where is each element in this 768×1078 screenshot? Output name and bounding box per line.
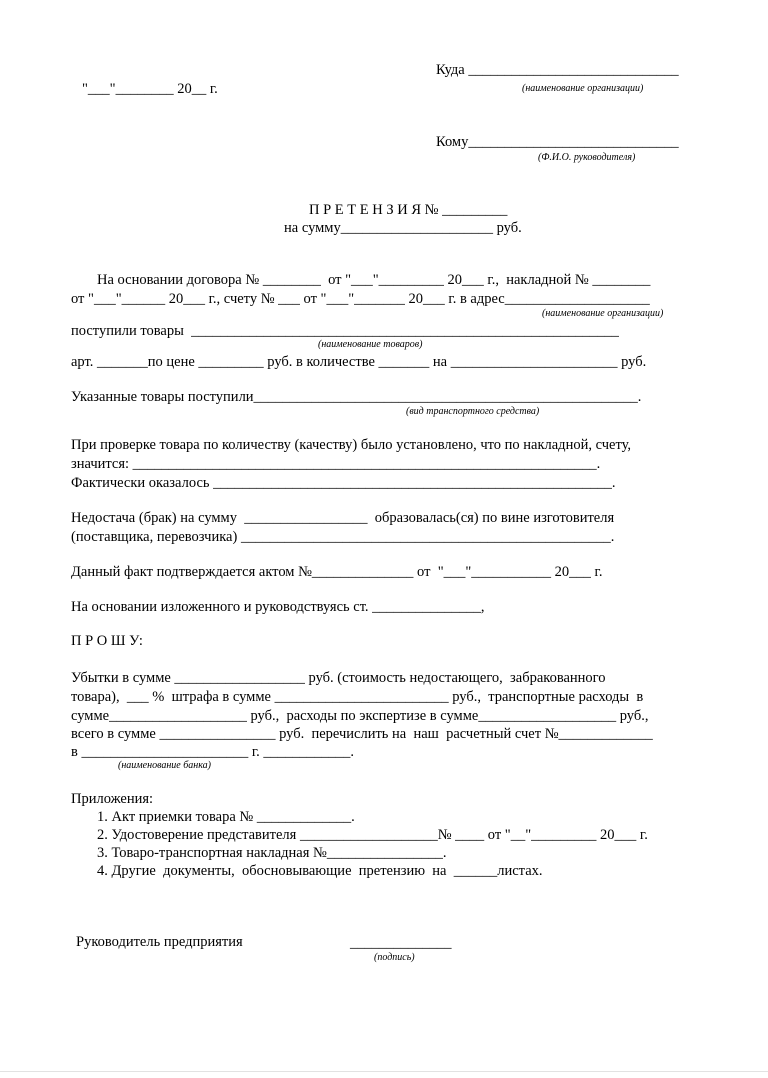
invoiced-line: значится: ________________________________________________________________.	[71, 456, 601, 472]
losses-line: Убытки в сумме __________________ руб. (стоимость недостающего, забракованного	[71, 670, 606, 686]
attachments-heading: Приложения:	[71, 791, 154, 807]
claim-amount-line: на сумму_____________________ руб.	[284, 220, 522, 236]
recipient-person-line: Кому_____________________________	[436, 134, 679, 150]
attachment-item: 3. Товаро-транспортная накладная №________________.	[97, 845, 447, 861]
expenses-line: сумме___________________ руб., расходы по экспертизе в сумме___________________ руб.,	[71, 708, 649, 724]
attachment-item: 2. Удостоверение представителя ___________________№ ____ от "__"_________ 20___ г.	[97, 827, 648, 843]
date-line: "___"________ 20__ г.	[82, 81, 218, 97]
total-line: всего в сумме ________________ руб. перечислить на наш расчетный счет №_____________	[71, 726, 653, 742]
address-organization-caption: (наименование организации)	[542, 308, 664, 319]
article-price-line: арт. _______по цене _________ руб. в количестве _______ на _______________________ руб.	[71, 354, 647, 370]
attachment-item: 1. Акт приемки товара № _____________.	[97, 809, 355, 825]
bank-line: в _______________________ г. ____________.	[71, 744, 355, 760]
penalty-line: товара), ___ % штрафа в сумме ________________________ руб., транспортные расходы в	[71, 689, 644, 705]
attachment-item: 4. Другие документы, обосновывающие претензию на ______листах.	[97, 863, 543, 879]
recipient-organization-caption: (наименование организации)	[522, 83, 644, 94]
legal-basis-line: На основании изложенного и руководствуясь ст. _______________,	[71, 599, 485, 615]
shortage-line: Недостача (брак) на сумму _________________ образовалась(ся) по вине изготовителя	[71, 510, 615, 526]
invoice-line: от "___"______ 20___ г., счету № ___ от "___"_______ 20___ г. в адрес____________________	[71, 291, 650, 307]
goods-received-line: поступили товары ___________________________________________________________	[71, 323, 619, 339]
page-bottom-border	[0, 1071, 768, 1072]
document-title: П Р Е Т Е Н З И Я № _________	[309, 202, 508, 218]
transport-caption: (вид транспортного средства)	[406, 406, 540, 417]
act-confirmation-line: Данный факт подтверждается актом №______________ от "___"___________ 20___ г.	[71, 564, 603, 580]
signature-label: Руководитель предприятия	[76, 934, 243, 950]
actual-line: Фактически оказалось _______________________________________________________.	[71, 475, 616, 491]
fault-party-line: (поставщика, перевозчика) ___________________________________________________.	[71, 529, 615, 545]
contract-line: На основании договора № ________ от "___"_________ 20___ г., накладной № ________	[97, 272, 651, 288]
transport-line: Указанные товары поступили_____________________________________________________.	[71, 389, 642, 405]
goods-name-caption: (наименование товаров)	[318, 339, 423, 350]
recipient-person-caption: (Ф.И.О. руководителя)	[538, 152, 636, 163]
signature-caption: (подпись)	[374, 952, 415, 963]
bank-caption: (наименование банка)	[118, 760, 211, 771]
request-heading: П Р О Ш У:	[71, 633, 143, 649]
inspection-line: При проверке товара по количеству (качеству) было установлено, что по накладной, счету,	[71, 437, 632, 453]
recipient-organization-line: Куда _____________________________	[436, 62, 679, 78]
signature-line: ______________	[350, 935, 452, 951]
